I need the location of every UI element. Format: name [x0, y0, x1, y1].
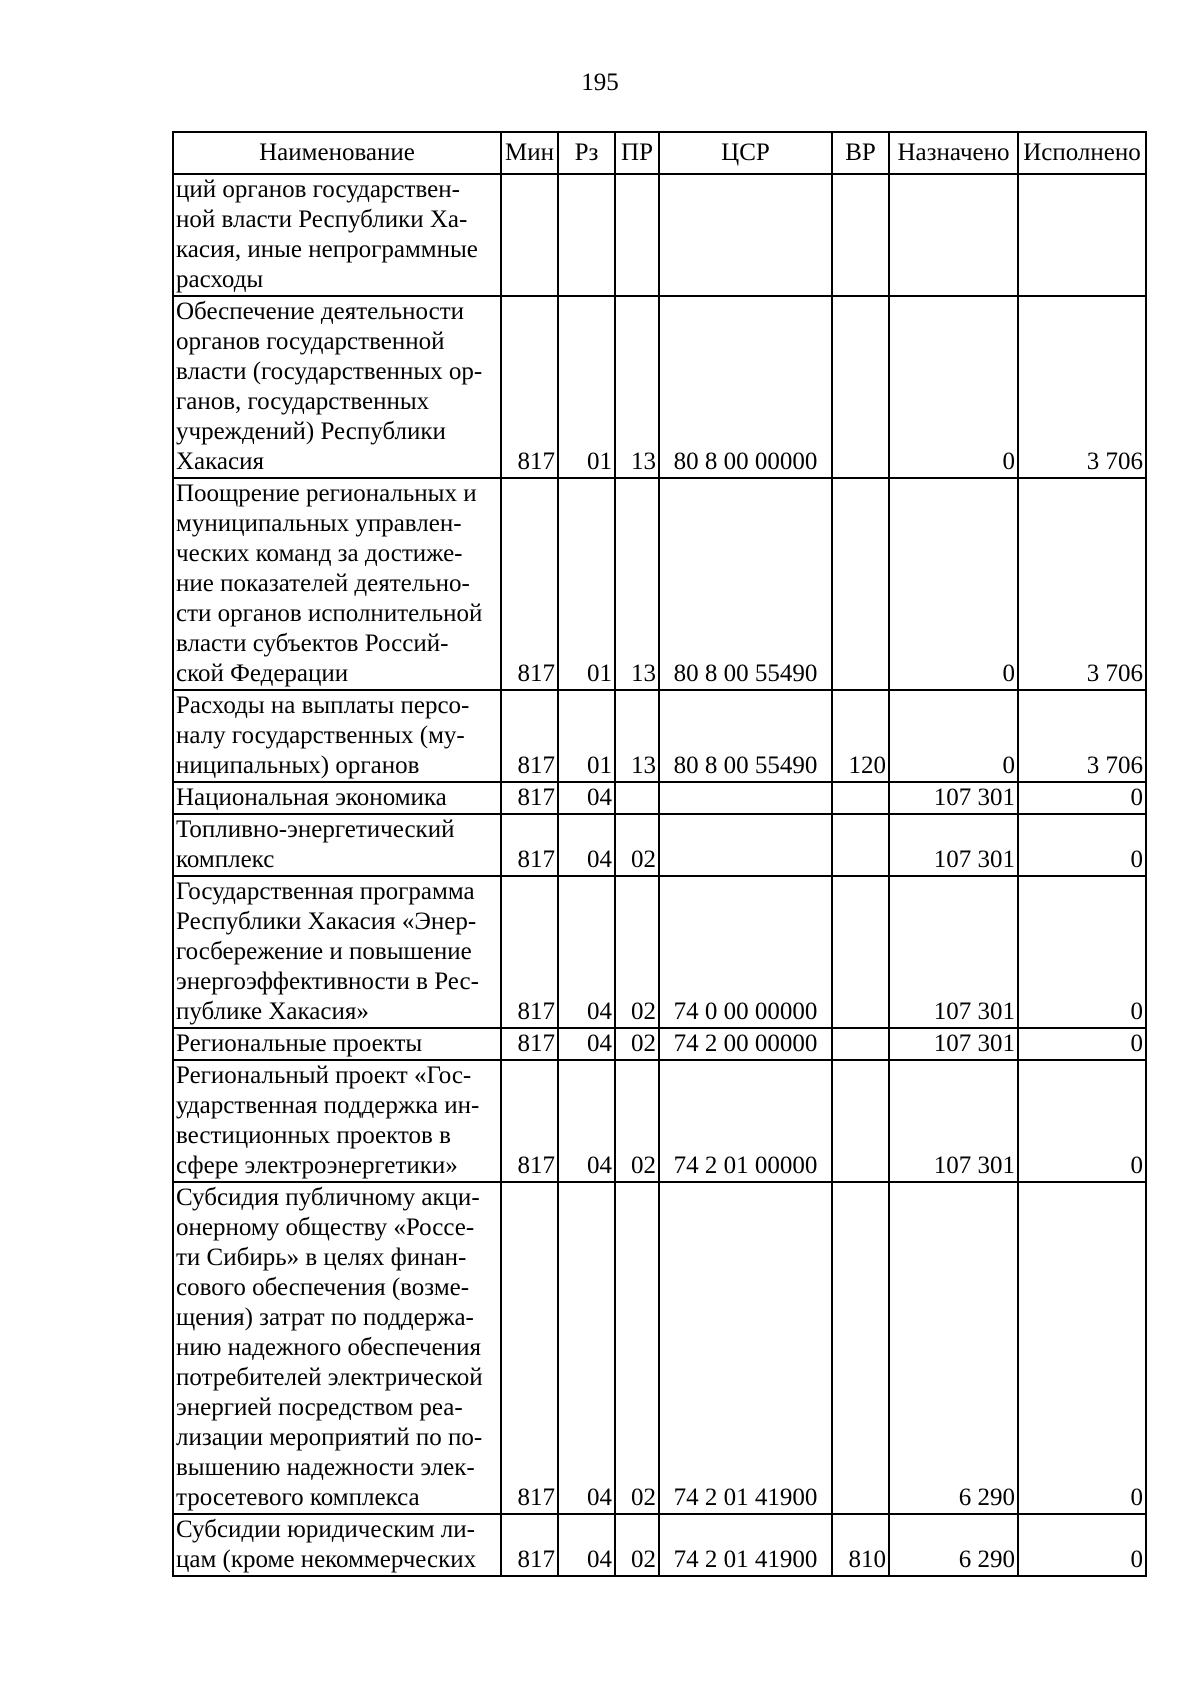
header-executed: Исполнено	[1018, 132, 1146, 174]
budget-table	[172, 131, 1147, 1577]
cell-rz: 04	[558, 876, 615, 1028]
cell-assigned: 0	[889, 478, 1018, 690]
table-row	[173, 174, 1146, 296]
cell-csr: 80 8 00 55490	[659, 478, 832, 690]
cell-rz: 04	[558, 782, 615, 814]
table-row	[173, 1182, 1146, 1514]
header-min: Мин	[501, 132, 558, 174]
cell-pr: 13	[615, 478, 659, 690]
cell-name: Региональные проекты	[173, 1028, 501, 1060]
header-row	[173, 132, 1146, 174]
cell-vr	[832, 814, 889, 876]
cell-executed: 3 706	[1018, 690, 1146, 782]
cell-csr: 74 2 00 00000	[659, 1028, 832, 1060]
cell-vr	[832, 478, 889, 690]
cell-executed: 3 706	[1018, 478, 1146, 690]
cell-assigned: 107 301	[889, 814, 1018, 876]
cell-executed: 0	[1018, 876, 1146, 1028]
cell-executed: 0	[1018, 1182, 1146, 1514]
cell-name: ций органов государствен- ной власти Республики Ха- касия, иные непрограммные расходы	[173, 174, 501, 296]
cell-min: 817	[501, 1060, 558, 1182]
cell-name: Государственная программа Республики Хакасия «Энер- госбережение и повышение энергоэффективности в Рес- публике Хакасия»	[173, 876, 501, 1028]
cell-vr	[832, 1028, 889, 1060]
header-pr: ПР	[615, 132, 659, 174]
cell-pr: 02	[615, 1060, 659, 1182]
cell-min: 817	[501, 296, 558, 478]
cell-csr: 74 0 00 00000	[659, 876, 832, 1028]
cell-rz: 01	[558, 478, 615, 690]
cell-executed: 3 706	[1018, 296, 1146, 478]
cell-executed	[1018, 174, 1146, 296]
cell-csr: 74 2 01 41900	[659, 1514, 832, 1576]
cell-executed: 0	[1018, 814, 1146, 876]
cell-assigned: 6 290	[889, 1514, 1018, 1576]
cell-min	[501, 174, 558, 296]
cell-name: Региональный проект «Гос- ударственная поддержка ин- вестиционных проектов в сфере электроэнергетики»	[173, 1060, 501, 1182]
cell-rz: 04	[558, 1514, 615, 1576]
cell-name: Расходы на выплаты персо- налу государственных (му- ниципальных) органов	[173, 690, 501, 782]
cell-min: 817	[501, 876, 558, 1028]
page-number: 195	[581, 69, 619, 96]
cell-assigned: 0	[889, 690, 1018, 782]
cell-executed: 0	[1018, 1060, 1146, 1182]
cell-csr: 74 2 01 41900	[659, 1182, 832, 1514]
cell-min: 817	[501, 1028, 558, 1060]
table-row	[173, 1060, 1146, 1182]
cell-pr: 02	[615, 814, 659, 876]
cell-executed: 0	[1018, 1514, 1146, 1576]
cell-csr	[659, 782, 832, 814]
cell-min: 817	[501, 478, 558, 690]
cell-name: Поощрение региональных и муниципальных управлен- ческих команд за достиже- ние показателей деятельно- сти органов исполнительной власти субъектов Россий- ской Федерации	[173, 478, 501, 690]
cell-min: 817	[501, 1514, 558, 1576]
cell-executed: 0	[1018, 782, 1146, 814]
cell-vr	[832, 782, 889, 814]
cell-name: Обеспечение деятельности органов государственной власти (государственных ор- ганов, государственных учреждений) Республики Хакасия	[173, 296, 501, 478]
table-row	[173, 876, 1146, 1028]
cell-assigned: 107 301	[889, 1060, 1018, 1182]
cell-pr	[615, 174, 659, 296]
cell-pr: 13	[615, 296, 659, 478]
cell-pr: 02	[615, 1182, 659, 1514]
cell-name: Национальная экономика	[173, 782, 501, 814]
cell-rz	[558, 174, 615, 296]
cell-name: Топливно-энергетический комплекс	[173, 814, 501, 876]
header-vr: ВР	[832, 132, 889, 174]
cell-pr: 02	[615, 876, 659, 1028]
cell-min: 817	[501, 814, 558, 876]
cell-vr	[832, 876, 889, 1028]
cell-csr: 80 8 00 00000	[659, 296, 832, 478]
cell-csr	[659, 814, 832, 876]
cell-assigned	[889, 174, 1018, 296]
cell-pr: 13	[615, 690, 659, 782]
cell-pr	[615, 782, 659, 814]
cell-rz: 01	[558, 296, 615, 478]
cell-assigned: 107 301	[889, 876, 1018, 1028]
table-row	[173, 814, 1146, 876]
cell-rz: 01	[558, 690, 615, 782]
cell-name: Субсидия публичному акци- онерному обществу «Россе- ти Сибирь» в целях финан- сового обеспечения (возме- щения) затрат по поддержа- нию надежного обеспечения потребителей электрической энергией посредством реа- лизации мероприятий по по- вышению надежности элек- тросетевого комплекса	[173, 1182, 501, 1514]
cell-assigned: 107 301	[889, 782, 1018, 814]
table-row	[173, 296, 1146, 478]
cell-vr	[832, 174, 889, 296]
cell-rz: 04	[558, 1060, 615, 1182]
cell-assigned: 107 301	[889, 1028, 1018, 1060]
header-csr: ЦСР	[659, 132, 832, 174]
cell-min: 817	[501, 690, 558, 782]
cell-vr	[832, 1182, 889, 1514]
header-name: Наименование	[173, 132, 501, 174]
cell-vr	[832, 1060, 889, 1182]
table-row	[173, 478, 1146, 690]
header-assigned: Назначено	[889, 132, 1018, 174]
cell-assigned: 6 290	[889, 1182, 1018, 1514]
cell-csr: 74 2 01 00000	[659, 1060, 832, 1182]
table-row	[173, 1514, 1146, 1576]
cell-executed: 0	[1018, 1028, 1146, 1060]
cell-csr	[659, 174, 832, 296]
cell-rz: 04	[558, 1028, 615, 1060]
table-row	[173, 1028, 1146, 1060]
cell-assigned: 0	[889, 296, 1018, 478]
table-row	[173, 782, 1146, 814]
cell-vr: 810	[832, 1514, 889, 1576]
cell-vr: 120	[832, 690, 889, 782]
cell-vr	[832, 296, 889, 478]
cell-pr: 02	[615, 1028, 659, 1060]
cell-rz: 04	[558, 814, 615, 876]
cell-rz: 04	[558, 1182, 615, 1514]
cell-csr: 80 8 00 55490	[659, 690, 832, 782]
cell-min: 817	[501, 1182, 558, 1514]
header-rz: Рз	[558, 132, 615, 174]
cell-name: Субсидии юридическим ли- цам (кроме некоммерческих	[173, 1514, 501, 1576]
table-row	[173, 690, 1146, 782]
cell-pr: 02	[615, 1514, 659, 1576]
cell-min: 817	[501, 782, 558, 814]
